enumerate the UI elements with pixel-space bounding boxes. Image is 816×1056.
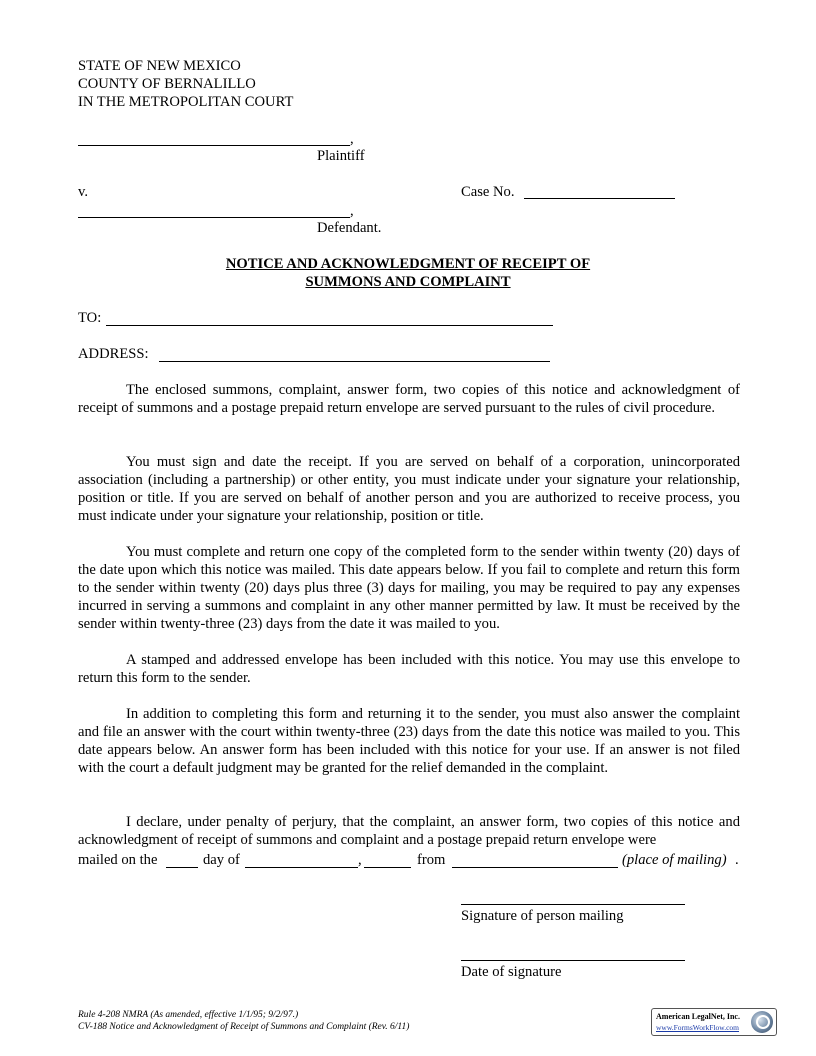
place-of-mailing-blank[interactable] bbox=[452, 867, 618, 868]
date-of-signature-label: Date of signature bbox=[461, 964, 562, 980]
footer-rule: Rule 4-208 NMRA (As amended, effective 1/1/95; 9/2/97.) bbox=[78, 1010, 299, 1020]
address-blank[interactable] bbox=[159, 361, 550, 362]
signature-blank[interactable] bbox=[461, 904, 685, 905]
defendant-label: Defendant. bbox=[317, 220, 382, 236]
month-comma: , bbox=[358, 852, 362, 868]
header-county: COUNTY OF BERNALILLO bbox=[78, 76, 256, 92]
to-blank[interactable] bbox=[106, 325, 553, 326]
defendant-blank[interactable] bbox=[78, 217, 350, 218]
signature-label: Signature of person mailing bbox=[461, 908, 624, 924]
to-label: TO: bbox=[78, 310, 102, 326]
american-legalnet-logo bbox=[651, 1008, 777, 1036]
header-state: STATE OF NEW MEXICO bbox=[78, 58, 241, 74]
date-of-signature-blank[interactable] bbox=[461, 960, 685, 961]
plaintiff-blank[interactable] bbox=[78, 145, 350, 146]
footer-form-id: CV-188 Notice and Acknowledgment of Receipt of Summons and Complaint (Rev. 6/11) bbox=[78, 1022, 410, 1032]
case-no-label: Case No. bbox=[461, 184, 515, 200]
plaintiff-comma: , bbox=[350, 131, 354, 147]
paragraph-3: You must complete and return one copy of the completed form to the sender within twenty (20) days of the date upon which this notice was mailed. This date appears below. If you fail to complete and return this form to the sender within twenty (20) days plus three (3) days for mailing, you may be required to pay any expenses incurred in serving a summons and complaint in any other manner permitted by law. It must be received by the sender within twenty-three (23) days from the date it was mailed to you. bbox=[78, 544, 740, 632]
declaration-period: . bbox=[735, 852, 739, 868]
case-no-blank[interactable] bbox=[524, 198, 675, 199]
versus-label: v. bbox=[78, 184, 88, 200]
plaintiff-label: Plaintiff bbox=[317, 148, 365, 164]
mailed-day-blank[interactable] bbox=[166, 867, 198, 868]
document-title-line2: SUMMONS AND COMPLAINT bbox=[305, 274, 511, 290]
paragraph-6: I declare, under penalty of perjury, that the complaint, an answer form, two copies of this notice and acknowledgment of receipt of summons and complaint and a postage prepaid return envelope were bbox=[78, 814, 740, 848]
logo-emblem-icon bbox=[751, 1011, 773, 1033]
document-title-line1: NOTICE AND ACKNOWLEDGMENT OF RECEIPT OF bbox=[225, 256, 591, 272]
mailed-year-blank[interactable] bbox=[364, 867, 411, 868]
paragraph-2: You must sign and date the receipt. If you are served on behalf of a corporation, unincorporated association (including a partnership) or other entity, you must indicate under your signature your relationship, position or title. If you are served on behalf of another person and you are authorized to receive process, you must indicate under your signature your relationship, position or title. bbox=[78, 454, 740, 524]
from-label: from bbox=[417, 852, 446, 868]
mailed-on-label: mailed on the bbox=[78, 852, 158, 868]
address-label: ADDRESS: bbox=[78, 346, 149, 362]
paragraph-1: The enclosed summons, complaint, answer form, two copies of this notice and acknowledgment of receipt of summons and a postage prepaid return envelope are served pursuant to the rules of civil procedure. bbox=[78, 382, 740, 416]
paragraph-5: In addition to completing this form and returning it to the sender, you must also answer the complaint and file an answer with the court within twenty-three (23) days from the date this notice was mailed to you. This date appears below. An answer form has been included with this notice for your use. If an answer is not filed with the court a default judgment may be granted for the relief demanded in the complaint. bbox=[78, 706, 740, 776]
defendant-comma: , bbox=[350, 203, 354, 219]
logo-company-name: American LegalNet, Inc. bbox=[656, 1012, 740, 1021]
place-of-mailing-label: (place of mailing) bbox=[622, 852, 727, 868]
mailed-month-blank[interactable] bbox=[245, 867, 358, 868]
header-court: IN THE METROPOLITAN COURT bbox=[78, 94, 294, 110]
paragraph-4: A stamped and addressed envelope has been included with this notice. You may use this envelope to return this form to the sender. bbox=[78, 652, 740, 686]
day-of-label: day of bbox=[203, 852, 240, 868]
logo-url-link[interactable]: www.FormsWorkFlow.com bbox=[656, 1023, 740, 1032]
